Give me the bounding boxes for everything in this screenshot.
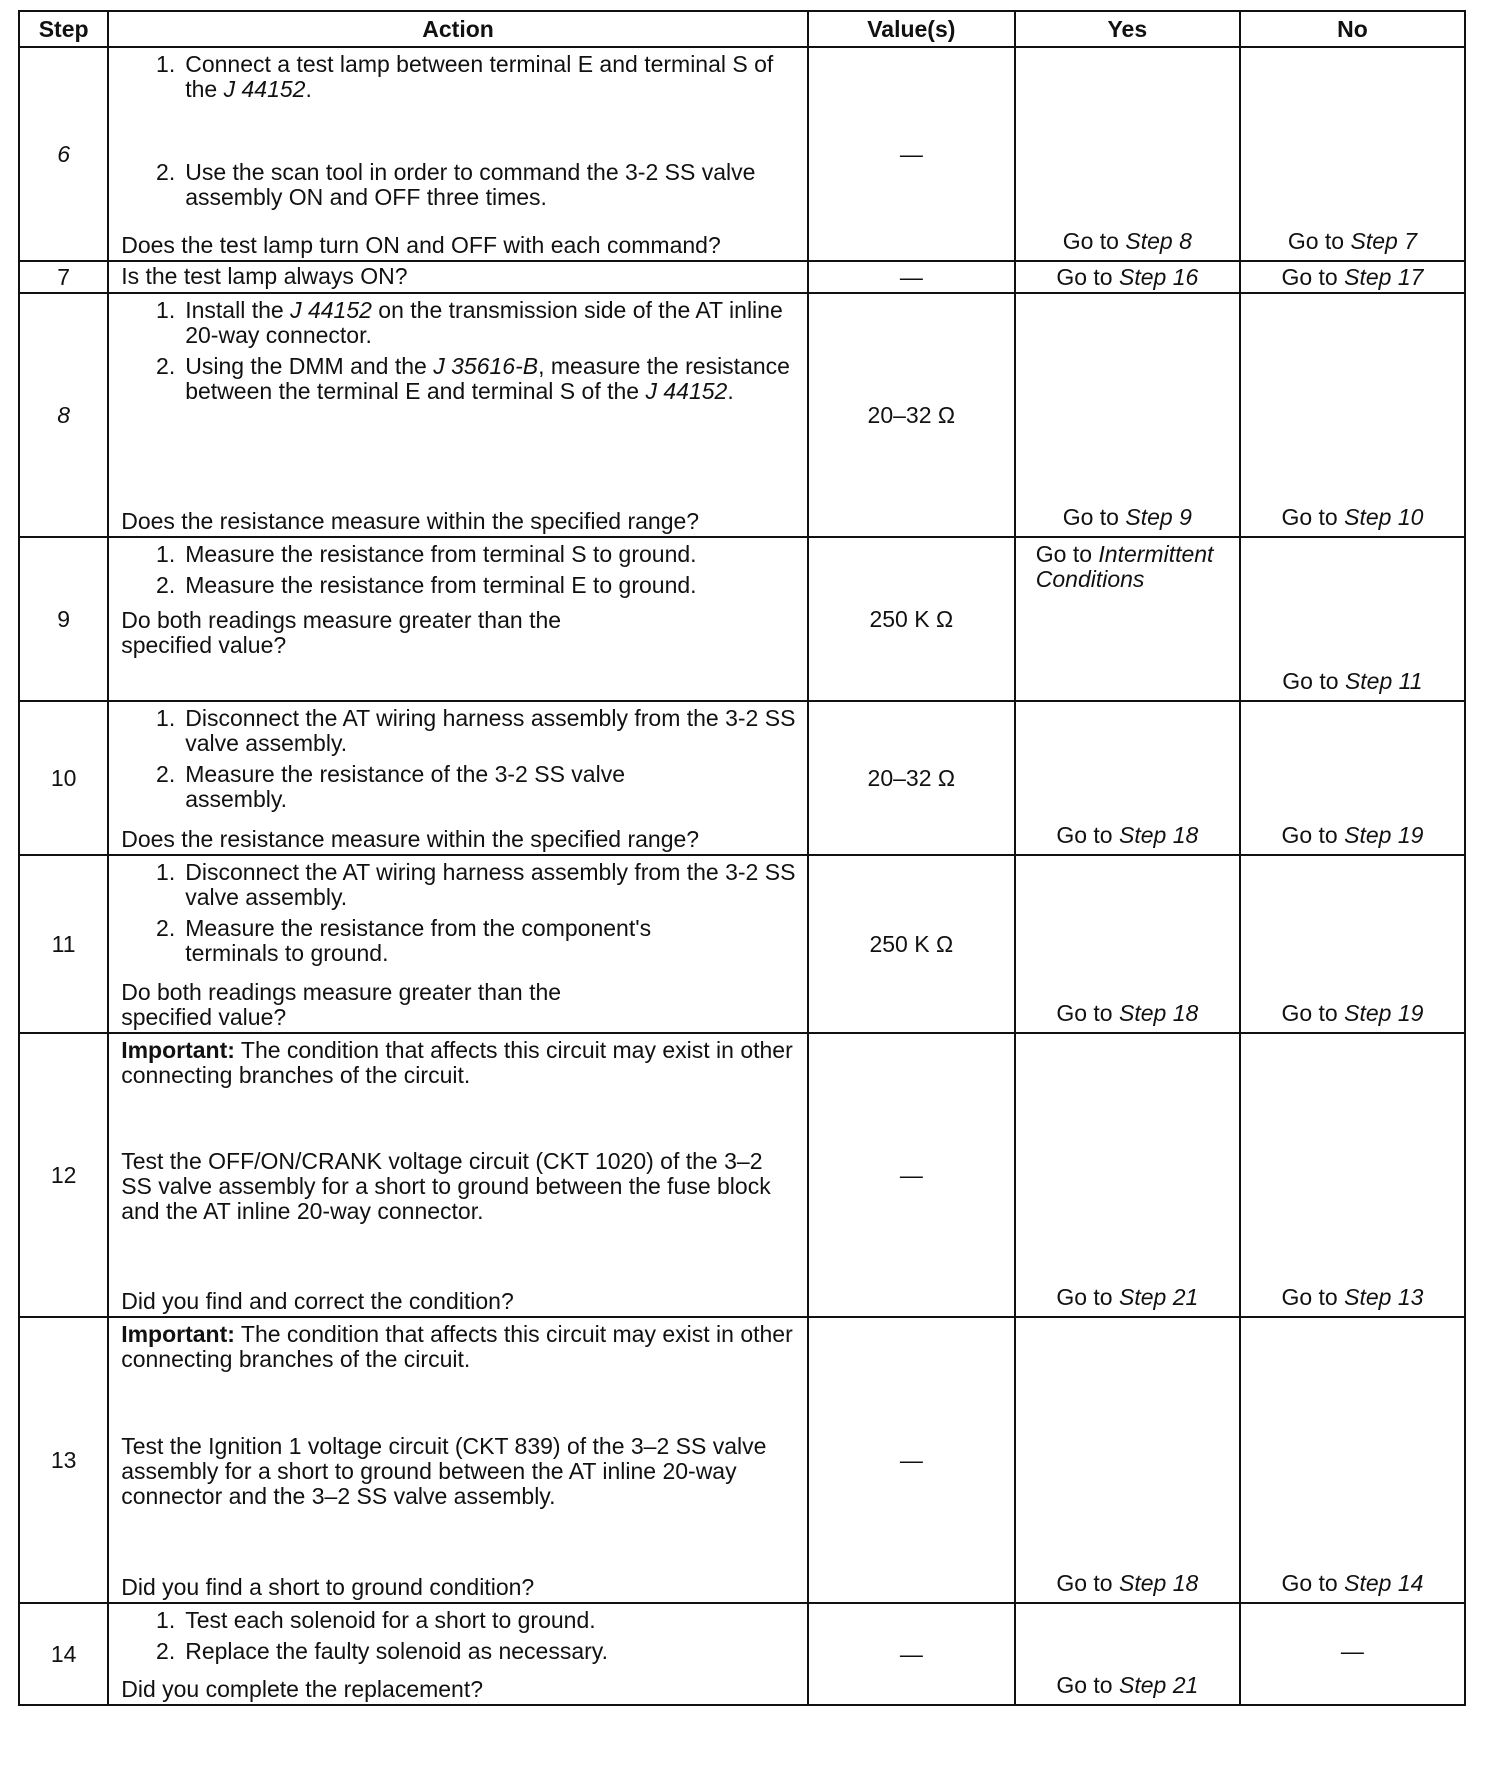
value-cell: — <box>808 261 1015 293</box>
action-cell <box>108 47 808 261</box>
list-item: 1. Disconnect the AT wiring harness assembly from the 3-2 SS valve assembly. <box>156 705 796 756</box>
yes-cell: Go to Intermittent Conditions <box>1015 537 1240 701</box>
table-row-step-10 <box>19 701 1465 855</box>
yes-cell: Go to Step 18 <box>1015 1317 1240 1603</box>
value-cell: — <box>808 1317 1015 1603</box>
step-number: 6 <box>19 47 108 261</box>
list-item: 2. Replace the faulty solenoid as necessary. <box>156 1638 608 1664</box>
action-cell <box>108 1317 808 1603</box>
important-note: Important: The condition that affects this circuit may exist in other connecting branches of the circuit. <box>121 1037 793 1088</box>
list-item: 1. Disconnect the AT wiring harness assembly from the 3-2 SS valve assembly. <box>156 859 796 910</box>
list-item: 2. Measure the resistance from terminal E to ground. <box>156 572 697 598</box>
no-cell: — <box>1240 1603 1465 1705</box>
action-cell <box>108 293 808 537</box>
question: Do both readings measure greater than the specified value? <box>121 607 562 658</box>
question: Does the test lamp turn ON and OFF with each command? <box>121 232 721 258</box>
no-cell: Go to Step 13 <box>1240 1033 1465 1317</box>
tool-reference: J 44152 <box>223 76 306 102</box>
yes-cell: Go to Step 21 <box>1015 1033 1240 1317</box>
step-number: 10 <box>19 701 108 855</box>
list-item: 2. Using the DMM and the J 35616-B, measure the resistance between the terminal E and terminal S of the J 44152. <box>156 353 790 404</box>
tool-reference: J 44152 <box>290 297 372 323</box>
yes-cell: Go to Step 16 <box>1015 261 1240 293</box>
list-item: 1. Measure the resistance from terminal S to ground. <box>156 541 697 567</box>
step-number: 11 <box>19 855 108 1033</box>
no-cell: Go to Step 19 <box>1240 855 1465 1033</box>
step-number: 14 <box>19 1603 108 1705</box>
question: Did you find and correct the condition? <box>121 1288 514 1314</box>
yes-cell: Go to Step 8 <box>1015 47 1240 261</box>
header-values: Value(s) <box>808 11 1015 47</box>
important-note: Important: The condition that affects this circuit may exist in other connecting branches of the circuit. <box>121 1321 793 1372</box>
action-cell <box>108 701 808 855</box>
value-cell: 250 K Ω <box>808 855 1015 1033</box>
no-cell: Go to Step 14 <box>1240 1317 1465 1603</box>
no-cell: Go to Step 11 <box>1240 537 1465 701</box>
no-cell: Go to Step 19 <box>1240 701 1465 855</box>
header-action: Action <box>108 11 808 47</box>
test-instruction: Test the OFF/ON/CRANK voltage circuit (CKT 1020) of the 3–2 SS valve assembly for a short to ground between the fuse block and the AT inline 20-way connector. <box>121 1148 771 1224</box>
value-cell: — <box>808 47 1015 261</box>
question: Does the resistance measure within the specified range? <box>121 826 700 852</box>
action-cell <box>108 537 808 701</box>
list-item: 2. Use the scan tool in order to command the 3-2 SS valve assembly ON and OFF three times. <box>156 159 756 210</box>
value-cell: 20–32 Ω <box>808 293 1015 537</box>
yes-cell: Go to Step 18 <box>1015 701 1240 855</box>
list-item: 1. Connect a test lamp between terminal E and terminal S of the J 44152. <box>156 51 774 102</box>
question: Do both readings measure greater than the specified value? <box>121 979 562 1030</box>
table-row-step-13 <box>19 1317 1465 1603</box>
header-row <box>19 11 1465 47</box>
table-row-step-14 <box>19 1603 1465 1705</box>
yes-cell: Go to Step 9 <box>1015 293 1240 537</box>
table-row-step-12 <box>19 1033 1465 1317</box>
test-instruction: Test the Ignition 1 voltage circuit (CKT 839) of the 3–2 SS valve assembly for a short to ground between the AT inline 20-way connector and the 3–2 SS valve assembly. <box>121 1433 767 1509</box>
no-cell: Go to Step 17 <box>1240 261 1465 293</box>
step-number: 13 <box>19 1317 108 1603</box>
header-no: No <box>1240 11 1465 47</box>
table-row-step-6 <box>19 47 1465 261</box>
yes-cell: Go to Step 18 <box>1015 855 1240 1033</box>
table-row-step-8 <box>19 293 1465 537</box>
step-number: 12 <box>19 1033 108 1317</box>
step-number: 8 <box>19 293 108 537</box>
table-row-step-9 <box>19 537 1465 701</box>
table-row-step-7 <box>19 261 1465 293</box>
action-cell <box>108 1033 808 1317</box>
step-number: 9 <box>19 537 108 701</box>
question: Does the resistance measure within the specified range? <box>121 508 700 534</box>
question: Did you find a short to ground condition? <box>121 1574 535 1600</box>
list-item: 1. Install the J 44152 on the transmission side of the AT inline 20-way connector. <box>156 297 783 348</box>
value-cell: 20–32 Ω <box>808 701 1015 855</box>
action-cell <box>108 261 808 293</box>
question: Is the test lamp always ON? <box>121 263 408 289</box>
step-number: 7 <box>19 261 108 293</box>
value-cell: 250 K Ω <box>808 537 1015 701</box>
list-item: 1. Test each solenoid for a short to ground. <box>156 1607 596 1633</box>
value-cell: — <box>808 1033 1015 1317</box>
tool-reference: J 35616-B <box>433 353 539 379</box>
header-step: Step <box>19 11 108 47</box>
list-item: 2. Measure the resistance from the component's terminals to ground. <box>156 915 652 966</box>
diagnostic-table <box>18 10 1466 1706</box>
header-yes: Yes <box>1015 11 1240 47</box>
action-cell <box>108 855 808 1033</box>
no-cell: Go to Step 7 <box>1240 47 1465 261</box>
tool-reference: J 44152 <box>645 378 728 404</box>
list-item: 2. Measure the resistance of the 3-2 SS valve assembly. <box>156 761 626 812</box>
yes-cell: Go to Step 21 <box>1015 1603 1240 1705</box>
no-cell: Go to Step 10 <box>1240 293 1465 537</box>
question: Did you complete the replacement? <box>121 1676 484 1702</box>
value-cell: — <box>808 1603 1015 1705</box>
action-cell <box>108 1603 808 1705</box>
table-row-step-11 <box>19 855 1465 1033</box>
